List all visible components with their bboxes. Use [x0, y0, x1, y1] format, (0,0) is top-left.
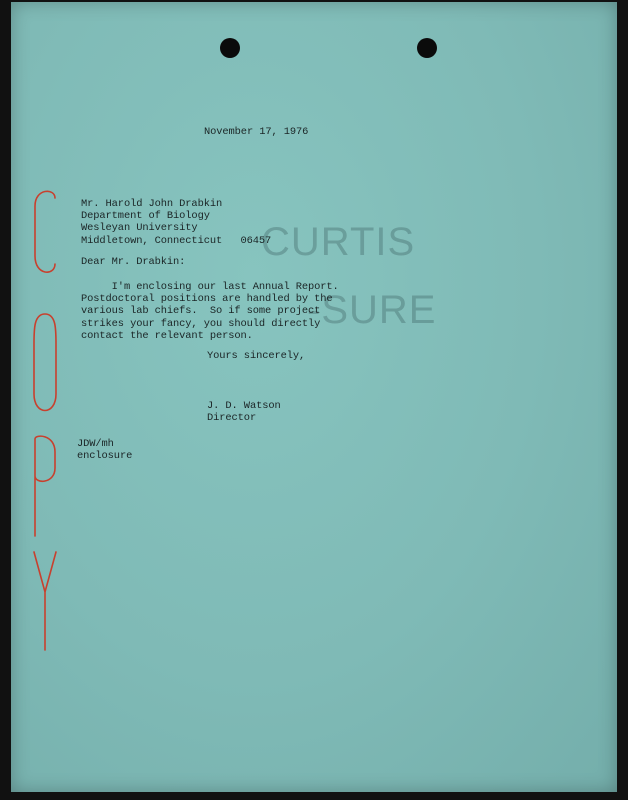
paper-watermark-line2: -SURE — [307, 288, 437, 332]
binder-hole-left — [220, 38, 240, 58]
letter-date: November 17, 1976 — [204, 126, 309, 138]
signer-title: Director — [207, 412, 257, 425]
copy-stamp — [31, 184, 59, 654]
paper-watermark-line1: CURTIS — [261, 220, 416, 264]
binder-hole-right — [417, 38, 437, 58]
body-line: Postdoctoral positions are handled by the — [81, 293, 333, 306]
typist-initials: JDW/mh — [77, 438, 114, 450]
letter-page — [11, 2, 617, 792]
copy-stamp-graphic — [31, 184, 59, 654]
stamp-letter-p — [35, 436, 55, 536]
body-line: contact the relevant person. — [81, 329, 253, 342]
stamp-letter-c — [35, 191, 55, 272]
signature-block — [207, 400, 281, 424]
reference-initials — [77, 438, 132, 462]
body-line: various lab chiefs. So if some project — [81, 305, 321, 318]
stamp-letter-o — [34, 314, 56, 411]
body-line: strikes your fancy, you should directly — [81, 317, 321, 330]
closing: Yours sincerely, — [207, 350, 306, 362]
recipient-institution: Wesleyan University — [81, 222, 198, 235]
body-line: I'm enclosing our last Annual Report. — [81, 281, 339, 293]
recipient-city: Middletown, Connecticut 06457 — [81, 234, 272, 247]
salutation: Dear Mr. Drabkin: — [81, 256, 186, 268]
recipient-address — [81, 198, 271, 247]
stamp-letter-y — [34, 552, 56, 650]
signer-name: J. D. Watson — [207, 400, 281, 412]
recipient-department: Department of Biology — [81, 210, 210, 223]
enclosure-note: enclosure — [77, 450, 133, 463]
recipient-name: Mr. Harold John Drabkin — [81, 198, 223, 210]
letter-body — [81, 281, 339, 342]
